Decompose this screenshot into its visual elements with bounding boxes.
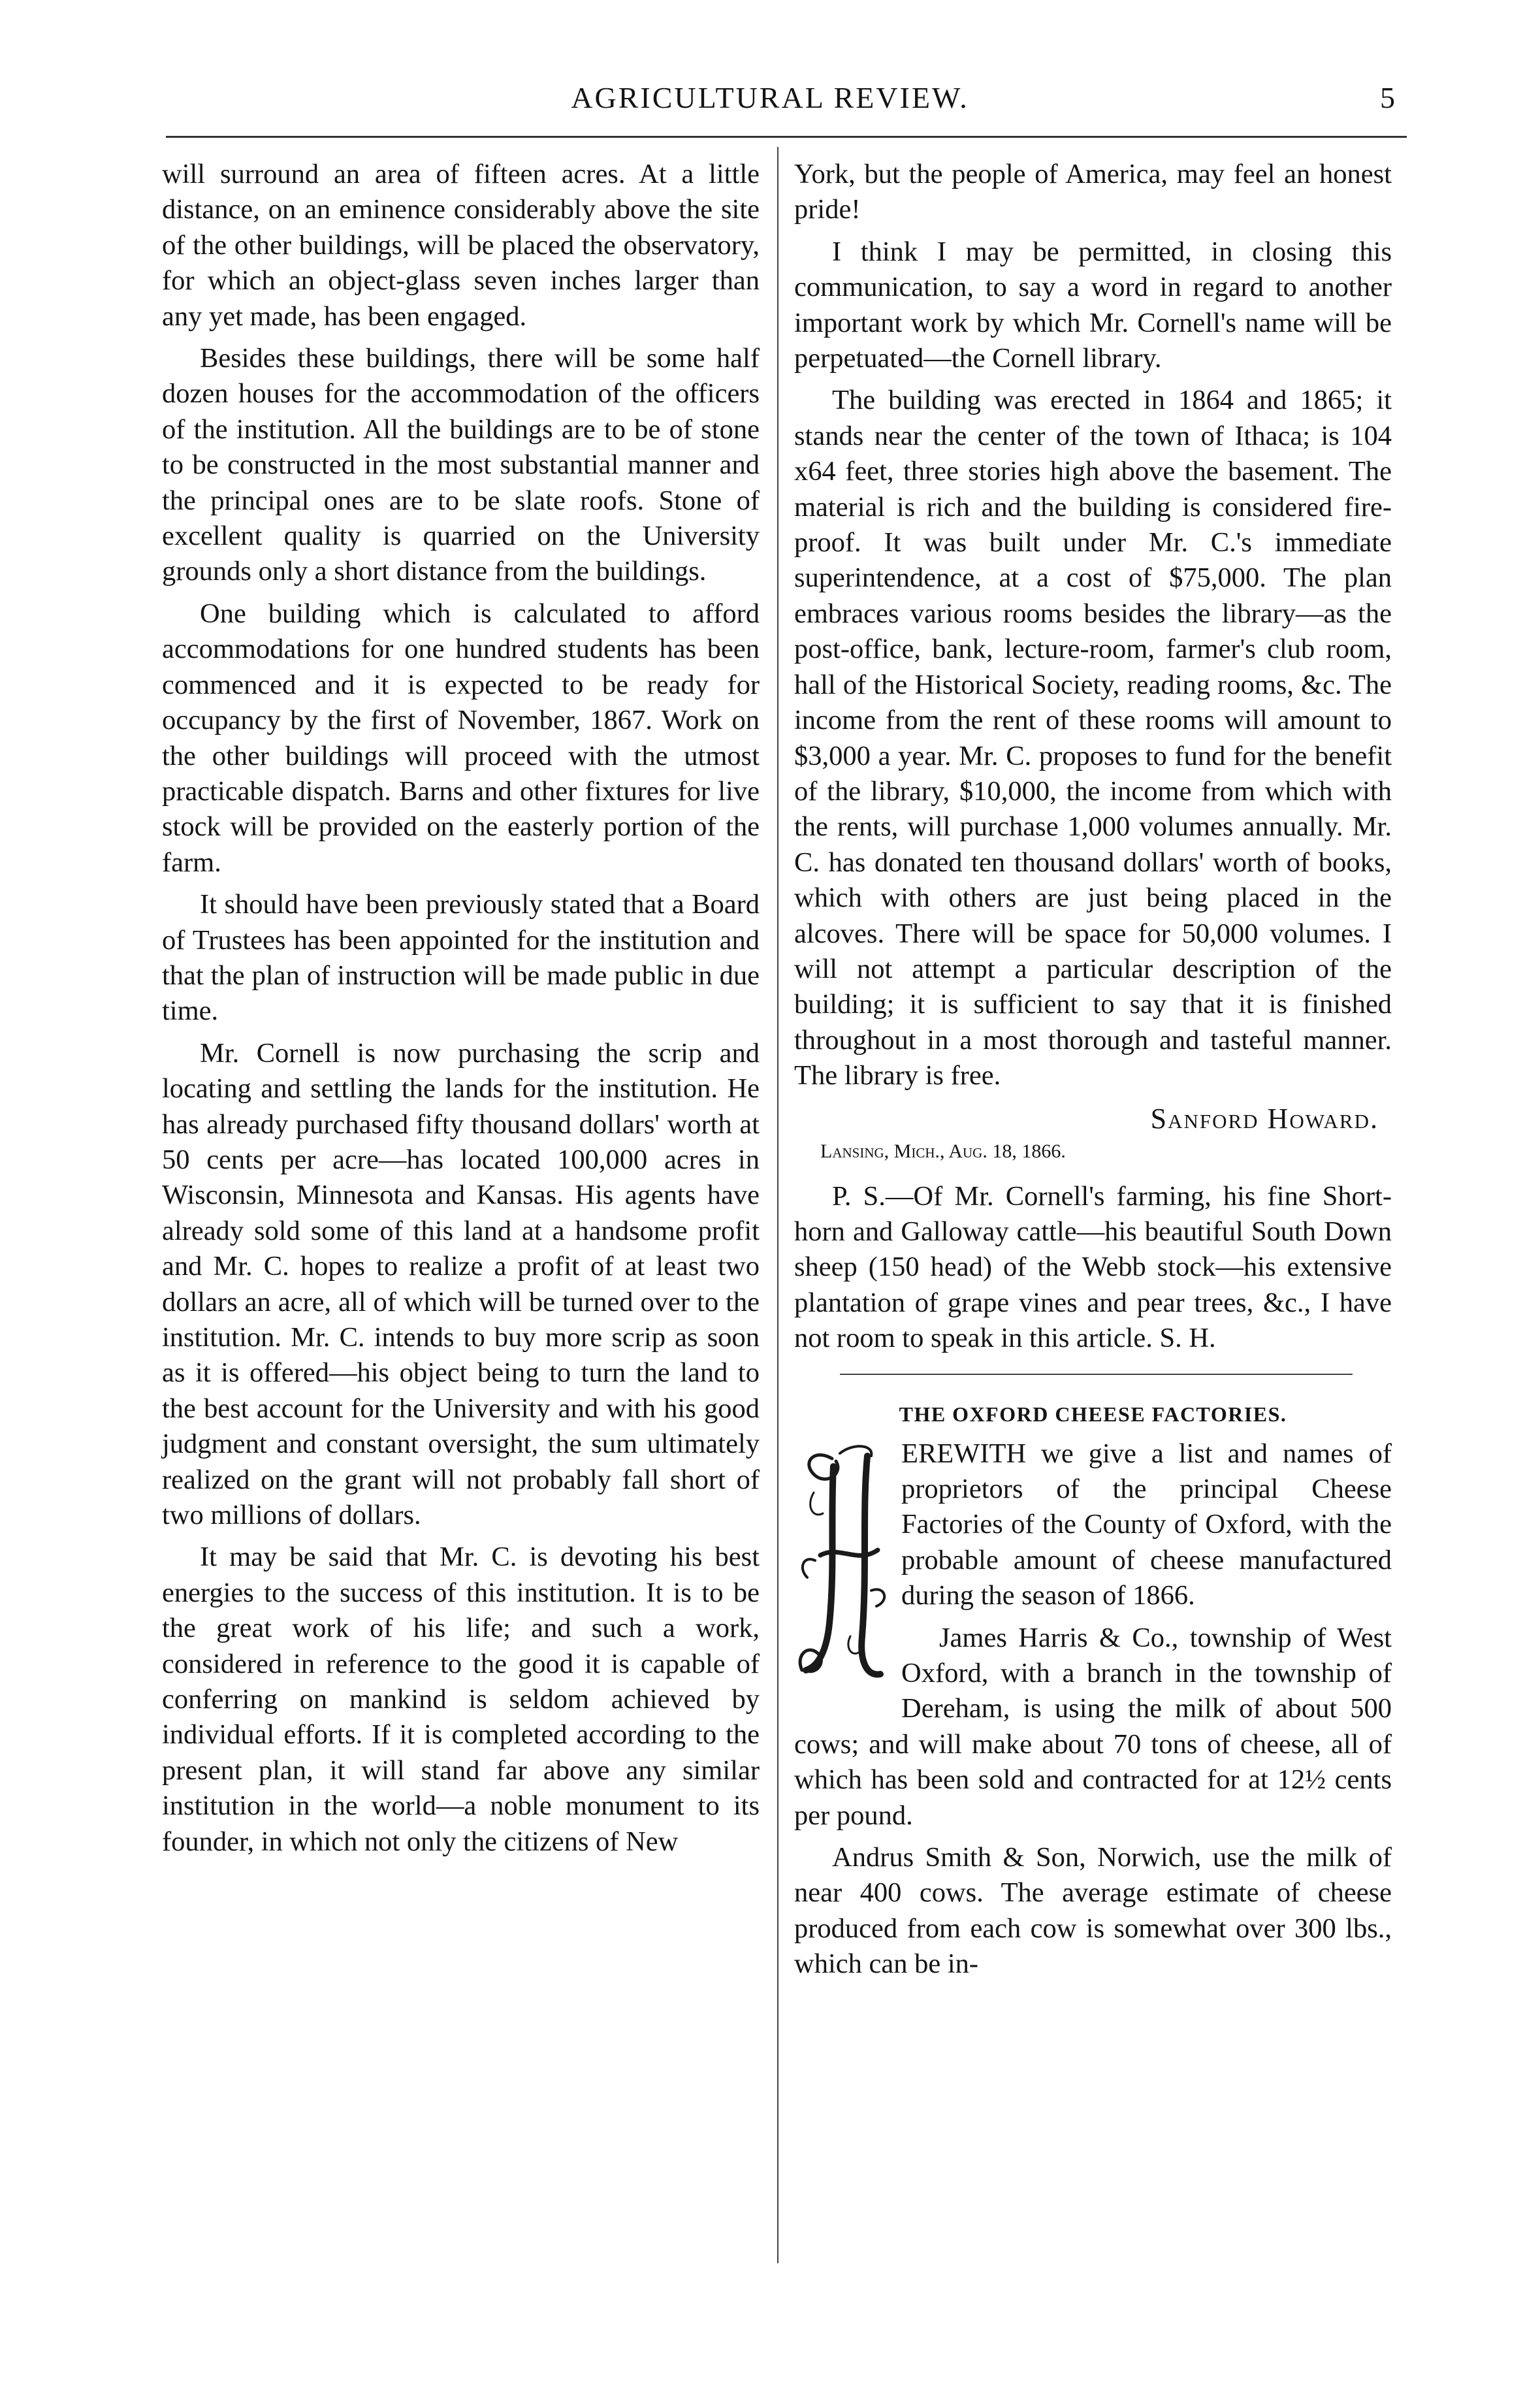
article-intro	[794, 1436, 1392, 1982]
drop-cap-h-icon	[794, 1440, 892, 1702]
intro-paragraph: EREWITH we give a list and names of proprietors of the principal Cheese Factories of the County of Oxford, with the probable amount of cheese manufactured during the season of 1866.	[901, 1438, 1392, 1611]
paragraph: The building was erected in 1864 and 1865; it stands near the center of the town of Ithaca; is 104 x64 feet, three stories high above the basement. The material is rich and the building is considered fire-proof. It was built under Mr. C.'s immediate superintendence, at a cost of $75,000. The plan embraces various rooms besides the library—as the post-office, bank, lecture-room, farmer's club room, hall of the Historical Society, reading rooms, &c. The income from the rent of these rooms will amount to $3,000 a year. Mr. C. proposes to fund for the benefit of the library, $10,000, the income from which with the rents, will purchase 1,000 volumes annually. Mr. C. has donated ten thousand dollars' worth of books, which with others are just being placed in the alcoves. There will be space for 50,000 volumes. I will not attempt a particular description of the building; it is sufficient to say that it is finished throughout in a most thorough and tasteful manner. The library is free.	[794, 385, 1392, 1091]
postscript: P. S.—Of Mr. Cornell's farming, his fine Short-horn and Galloway cattle—his beautiful South Down sheep (150 head) of the Webb stock—his extensive plantation of grape vines and pear trees, &c., I have not room to speak in this article. S. H.	[794, 1180, 1392, 1354]
running-title: AGRICULTURAL REVIEW.	[571, 81, 969, 114]
paragraph: I think I may be permitted, in closing this communication, to say a word in regard to another important work by which Mr. Cornell's name will be perpetuated—the Cornell library.	[794, 236, 1392, 374]
dateline: Lansing, Mich., Aug. 18, 1866.	[820, 1140, 1066, 1162]
paragraph: It may be said that Mr. C. is devoting his best energies to the success of this institution. It is to be the great work of his life; and such a work, considered in reference to the good it is capable of conferring on mankind is seldom achieved by individual efforts. If it is completed according to the present plan, it will stand far above any similar institution in the world—a noble monument to its founder, in which not only the citizens of New	[162, 1542, 760, 1857]
paragraph: It should have been previously stated that a Board of Trustees has been appointed for the institution and that the plan of instruction will be made public in due time.	[162, 889, 760, 1027]
paragraph: York, but the people of America, may feel an honest pride!	[794, 159, 1392, 225]
author-signature: Sanford Howard.	[1150, 1102, 1379, 1135]
header-rule	[166, 136, 1407, 138]
paragraph: Mr. Cornell is now purchasing the scrip and locating and settling the lands for the institution. He has already purchased fifty thousand dollars' worth at 50 cents per acre—has located 100,000 acres in Wisconsin, Minnesota and Kansas. His agents have already sold some of this land at a handsome profit and Mr. C. hopes to realize a profit of at least two dollars an acre, all of which will be turned over to the institution. Mr. C. intends to buy more scrip as soon as it is offered—his object being to turn the land to the best account for the University and with his good judgment and constant oversight, the sum ultimately realized on the grant will not probably fall short of two millions of dollars.	[162, 1037, 760, 1531]
section-divider	[840, 1374, 1353, 1375]
paragraph: Besides these buildings, there will be some half dozen houses for the accommodation of the officers of the institution. All the buildings are to be of stone to be constructed in the most substantial manner and the principal ones are to be slate roofs. Stone of excellent quality is quarried on the University grounds only a short distance from the buildings.	[162, 343, 760, 587]
section-heading: THE OXFORD CHEESE FACTORIES.	[899, 1402, 1287, 1426]
left-column	[162, 157, 760, 1866]
paragraph: James Harris & Co., township of West Oxford, with a branch in the township of Dereham, is using the milk of about 500 cows; and will make about 70 tons of cheese, all of which has been sold and contracted for at 12½ cents per pound.	[794, 1622, 1392, 1831]
paragraph: Andrus Smith & Son, Norwich, use the milk of near 400 cows. The average estimate of cheese produced from each cow is somewhat over 300 lbs., which can be in-	[794, 1842, 1392, 1980]
paragraph: will surround an area of fifteen acres. At a little distance, on an eminence considerably above the site of the other buildings, will be placed the observatory, for which an object-glass seven inches larger than any yet made, has been engaged.	[162, 159, 760, 332]
right-column	[794, 157, 1392, 1989]
page-number: 5	[1380, 81, 1395, 114]
paragraph: One building which is calculated to afford accommodations for one hundred students has been commenced and it is expected to be ready for occupancy by the first of November, 1867. Work on the other buildings will proceed with the utmost practicable dispatch. Barns and other fixtures for live stock will be provided on the easterly portion of the farm.	[162, 598, 760, 878]
running-head	[0, 78, 1540, 124]
column-divider	[777, 147, 778, 2263]
